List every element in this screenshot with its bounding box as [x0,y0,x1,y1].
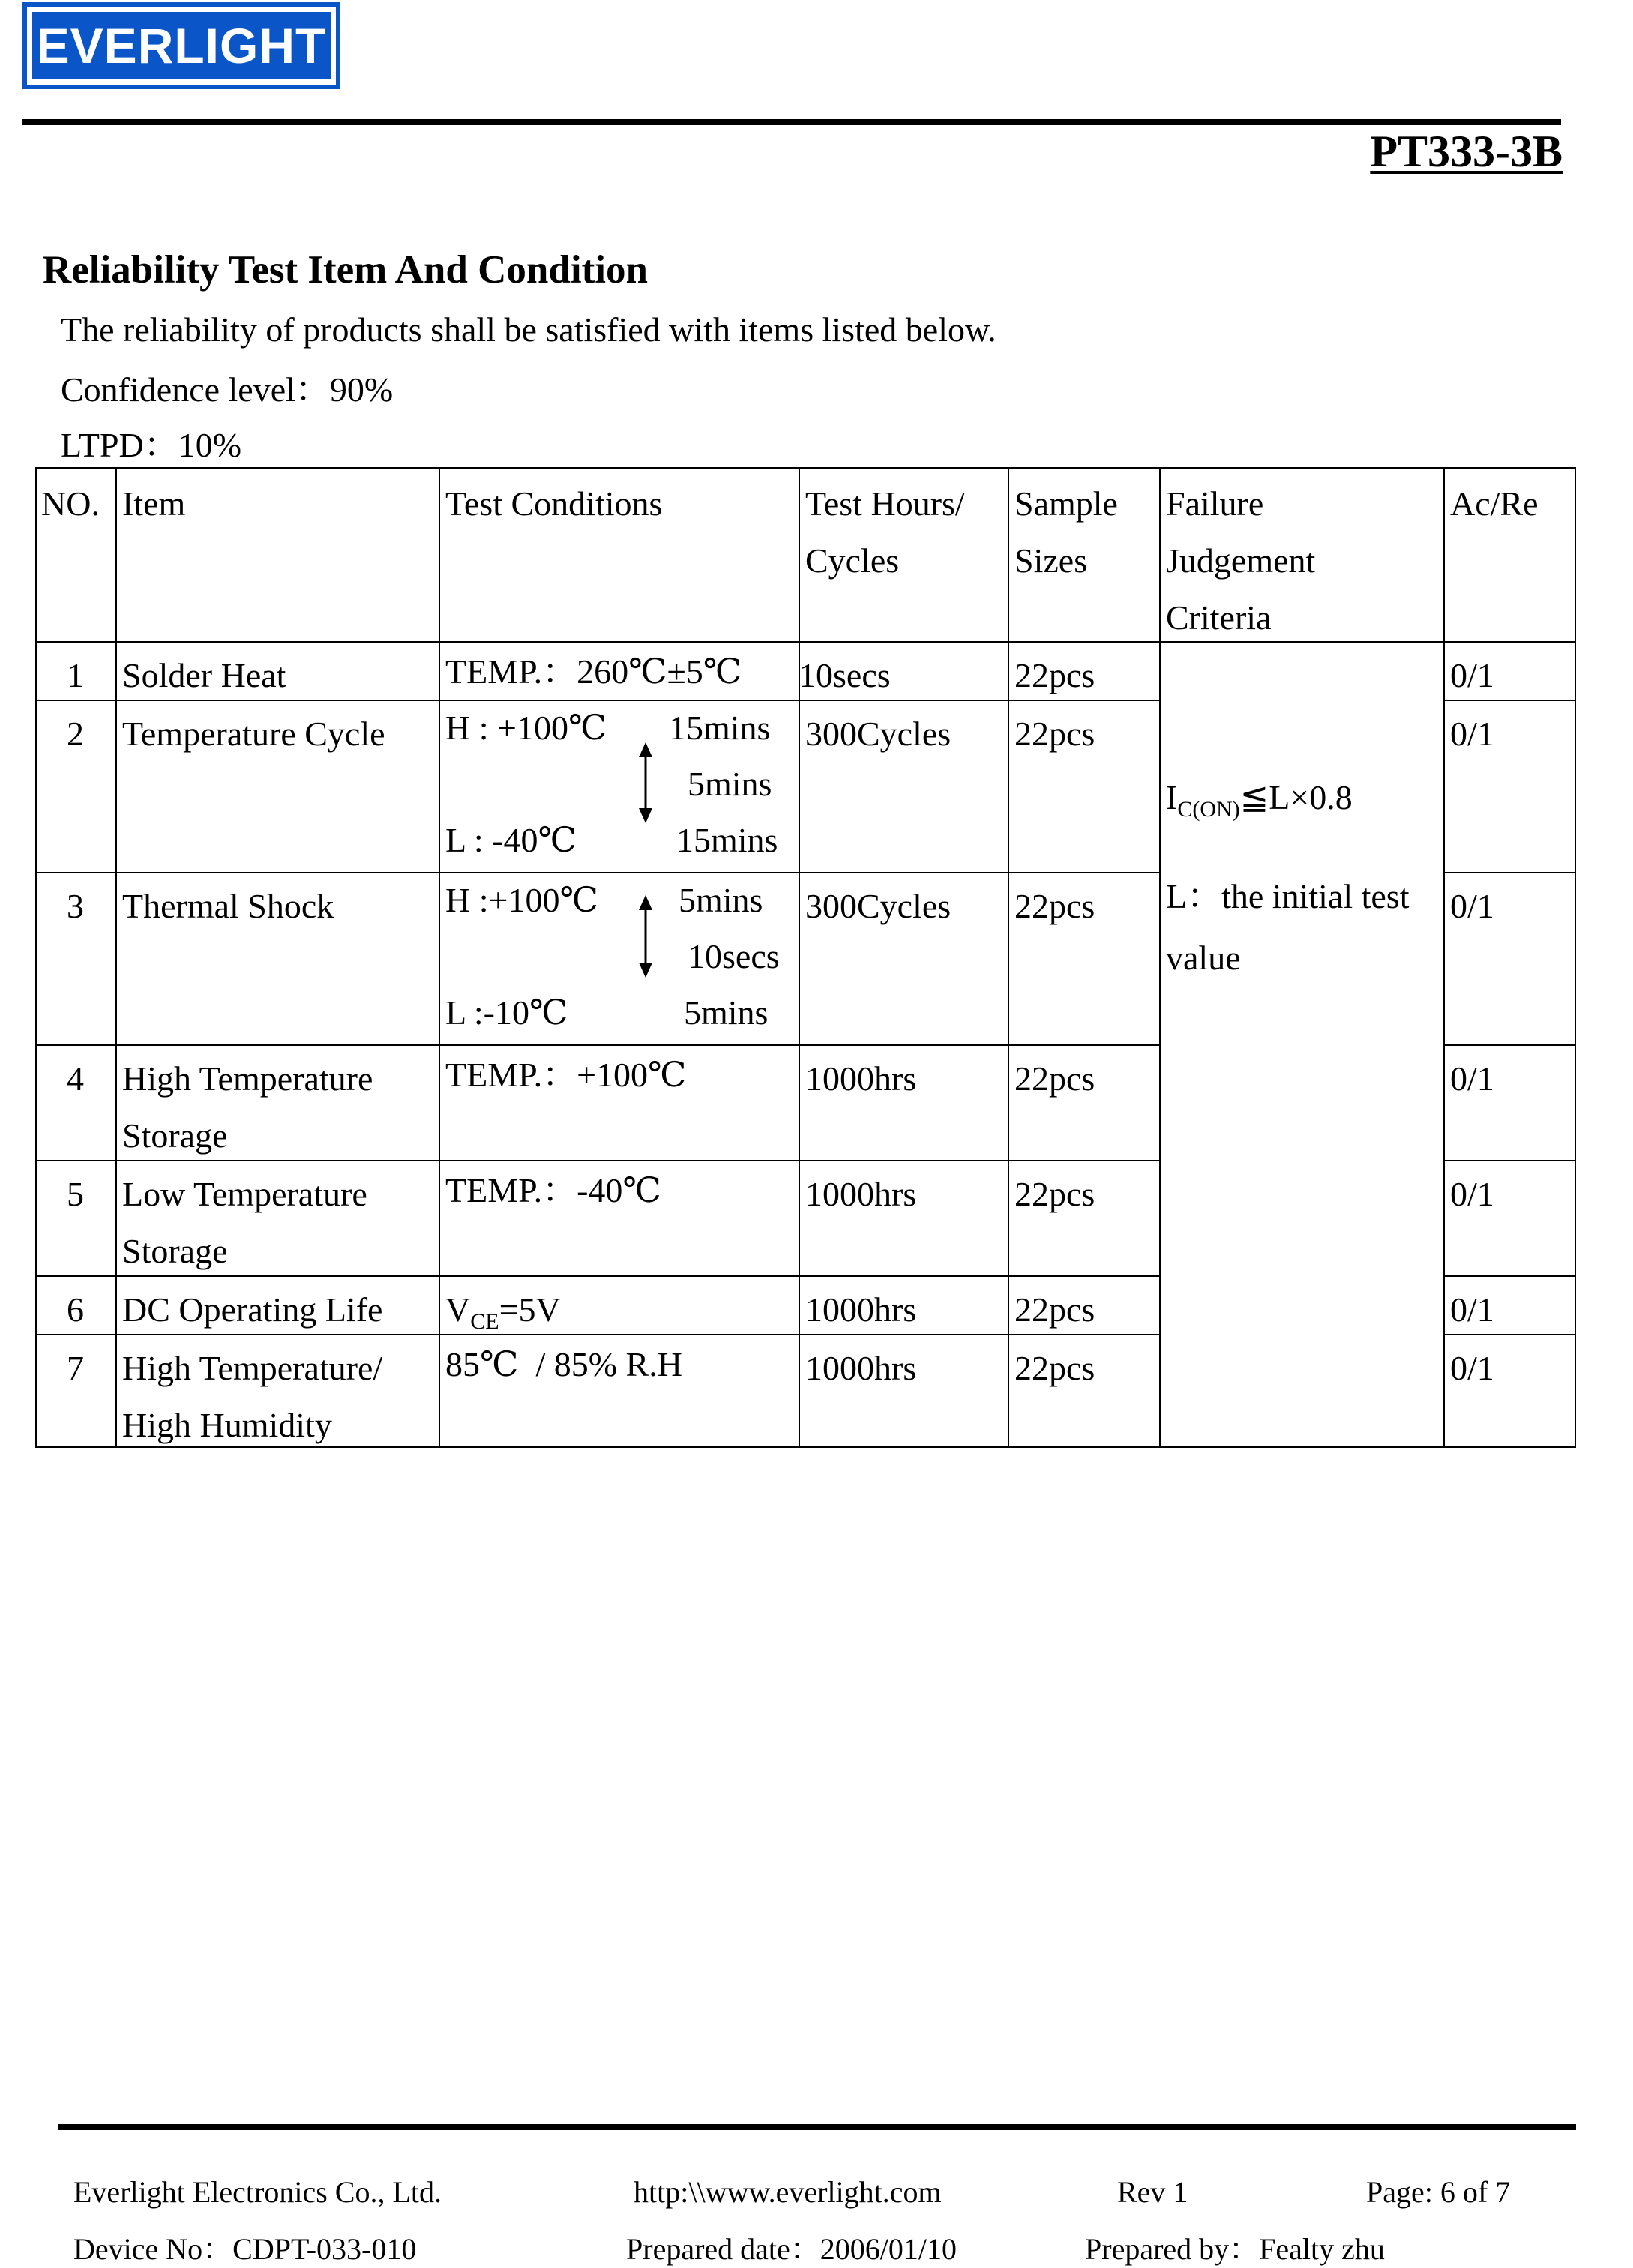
row-item: High Temperature/ [122,1349,383,1387]
row-acre: 0/1 [1450,1349,1494,1387]
row-no: 6 [67,1290,84,1329]
row-condition: TEMP.：260℃±5℃ [445,652,742,691]
row-item-line2: Storage [122,1116,228,1155]
footer-company: Everlight Electronics Co., Ltd. [73,2175,442,2209]
row-no: 3 [67,887,84,925]
footer-device-no: Device No：CDPT-033-010 [73,2232,417,2266]
row-item: Temperature Cycle [122,715,385,753]
row-condition-high-time: 15mins [669,709,771,747]
row-sample: 22pcs [1014,1290,1095,1329]
table-rule [35,872,1160,873]
table-rule [1443,1160,1576,1161]
row-condition: TEMP.：-40℃ [445,1171,661,1209]
row-no: 7 [67,1349,84,1387]
table-rule [35,1044,1160,1046]
row-condition-low: L :-10℃ [445,993,568,1032]
header-sample-line2: Sizes [1014,541,1088,580]
section-title: Reliability Test Item And Condition [43,248,648,292]
header-hours: Test Hours/ [805,484,965,523]
table-rule [35,1446,1576,1448]
row-no: 5 [67,1175,84,1213]
row-condition: $V_{CE}=5V$ [445,1290,561,1334]
row-sample: 22pcs [1014,1175,1095,1213]
row-condition-high-time: 5mins [679,881,763,919]
row-hours: 1000hrs [805,1175,917,1213]
row-condition-high: H : +100℃ [445,709,607,747]
table-rule [1575,467,1576,1448]
table-rule [799,467,800,1448]
failure-criteria-note: L：the initial test [1166,877,1410,915]
table-rule [35,467,1576,469]
footer-rule [58,2124,1576,2130]
row-sample: 22pcs [1014,887,1095,925]
row-sample: 22pcs [1014,1349,1095,1387]
row-hours: 300Cycles [805,715,951,753]
table-rule [35,1334,1160,1335]
table-rule [1159,467,1161,1448]
row-sample: 22pcs [1014,715,1095,753]
row-acre: 0/1 [1450,656,1494,694]
table-rule [1443,467,1445,1448]
table-rule [35,1275,1160,1277]
failure-criteria-formula: $I_{C(ON)}≦L\times 0.8$ [1166,778,1353,822]
row-item-line2: Storage [122,1232,228,1270]
reliability-table [35,467,1576,1448]
header-rule [22,119,1561,125]
row-condition-low: L : -40℃ [445,821,577,859]
header-hours-line2: Cycles [805,541,900,580]
header-no: NO. [41,484,100,523]
everlight-logo [22,2,340,89]
row-condition-low-time: 15mins [676,821,778,859]
row-condition-high: H :+100℃ [445,881,598,919]
row-item: High Temperature [122,1059,373,1098]
logo-text: EVERLIGHT [36,18,327,73]
row-sample: 22pcs [1014,656,1095,694]
table-rule [1008,467,1009,1448]
ltpd: LTPD：10% [61,426,242,464]
footer-rev: Rev 1 [1117,2175,1188,2209]
row-item: Solder Heat [122,656,286,694]
failure-criteria-note-line2: value [1166,939,1241,977]
table-rule [35,467,37,1448]
row-acre: 0/1 [1450,1175,1494,1213]
row-item: DC Operating Life [122,1290,383,1329]
footer-page: Page: 6 of 7 [1366,2175,1511,2209]
row-condition-transition: 5mins [688,765,772,803]
row-sample: 22pcs [1014,1059,1095,1098]
row-item-line2: High Humidity [122,1406,332,1444]
row-hours: 10secs [799,656,891,694]
table-rule [1443,1275,1576,1277]
table-rule [1443,1334,1576,1335]
row-condition: 85℃ / 85% R.H [445,1345,682,1383]
header-failure-line3: Criteria [1166,598,1272,637]
confidence-level: Confidence level：90% [61,370,394,409]
intro-text: The reliability of products shall be satisfied with items listed below. [61,310,996,349]
table-rule [1443,700,1576,701]
row-no: 1 [67,656,84,694]
header-sample: Sample [1014,484,1118,523]
double-arrow-icon [637,742,655,823]
row-acre: 0/1 [1450,887,1494,925]
header-failure-line2: Judgement [1166,541,1316,580]
row-condition-transition: 10secs [688,937,780,975]
table-rule [35,700,1160,701]
header-conditions: Test Conditions [445,484,663,523]
header-failure: Failure [1166,484,1264,523]
part-number: PT333-3B [1370,127,1563,176]
table-rule [35,1160,1160,1161]
table-rule [1443,1044,1576,1046]
footer-prepared-date: Prepared date：2006/01/10 [626,2232,957,2266]
row-hours: 300Cycles [805,887,951,925]
row-acre: 0/1 [1450,715,1494,753]
row-hours: 1000hrs [805,1290,917,1329]
row-item: Low Temperature [122,1175,367,1213]
row-acre: 0/1 [1450,1290,1494,1329]
row-condition: TEMP.：+100℃ [445,1056,687,1094]
footer-url[interactable]: http:\\www.everlight.com [634,2175,942,2209]
table-rule [439,467,440,1448]
row-hours: 1000hrs [805,1349,917,1387]
row-hours: 1000hrs [805,1059,917,1098]
footer-prepared-by: Prepared by：Fealty zhu [1085,2232,1385,2266]
row-acre: 0/1 [1450,1059,1494,1098]
row-no: 4 [67,1059,84,1098]
row-item: Thermal Shock [122,887,334,925]
table-rule [1443,872,1576,873]
table-rule [35,641,1576,643]
header-item: Item [122,484,186,523]
row-no: 2 [67,715,84,753]
header-acre: Ac/Re [1450,484,1539,523]
table-rule [115,467,117,1448]
row-condition-low-time: 5mins [684,993,769,1032]
double-arrow-icon [637,895,655,978]
